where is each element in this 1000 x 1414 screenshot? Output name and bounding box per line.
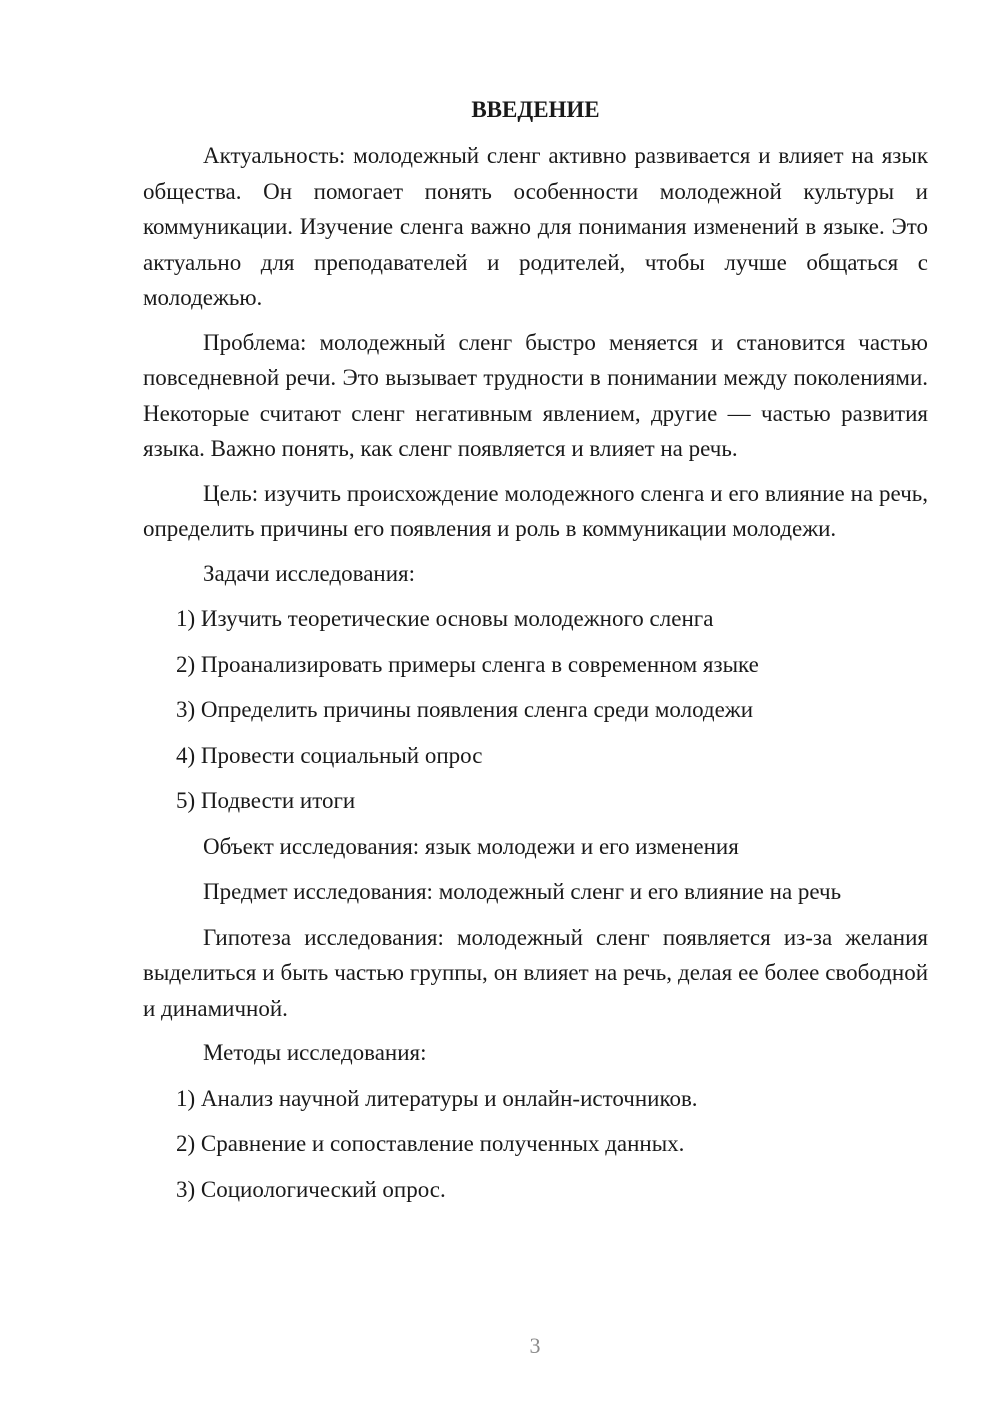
method-item: 1) Анализ научной литературы и онлайн-источников.: [176, 1085, 698, 1111]
goal-paragraph: Цель: изучить происхождение молодежного сленга и его влияние на речь, определить причины его появления и роль в коммуникации молодежи.: [143, 480, 928, 541]
method-item: 2) Сравнение и сопоставление полученных данных.: [176, 1131, 685, 1156]
task-item: 5) Подвести итоги: [176, 788, 356, 813]
method-item: 3) Социологический опрос.: [176, 1176, 446, 1202]
problem-paragraph: Проблема: молодежный сленг быстро меняется и становится частью повседневной речи. Это вызывает трудности в понимании между поколениями. Некоторые считают сленг негативным явлением, другие — частью развития языка. Важно понять, как сленг появляется и влияет на речь.: [143, 329, 928, 461]
hypothesis-paragraph: Гипотеза исследования: молодежный сленг появляется из-за желания выделиться и быть частью группы, он влияет на речь, делая ее более свободной и динамичной.: [143, 924, 928, 1021]
section-heading: ВВЕДЕНИЕ: [471, 97, 600, 122]
document-page: [143, 90, 928, 1217]
relevance-paragraph: Актуальность: молодежный сленг активно развивается и влияет на язык общества. Он помогает понять особенности молодежной культуры и коммуникации. Изучение сленга важно для понимания изменений в языке. Это актуально для преподавателей и родителей, чтобы лучше общаться с молодежью.: [143, 143, 928, 310]
tasks-title: Задачи исследования:: [203, 560, 416, 586]
methods-title: Методы исследования:: [203, 1040, 427, 1065]
task-item: 1) Изучить теоретические основы молодежного сленга: [176, 606, 714, 631]
task-item: 4) Провести социальный опрос: [176, 742, 483, 768]
task-item: 3) Определить причины появления сленга среди молодежи: [176, 697, 754, 722]
page-number: 3: [529, 1333, 541, 1358]
object-line: Объект исследования: язык молодежи и его изменения: [203, 833, 739, 859]
task-item: 2) Проанализировать примеры сленга в современном языке: [176, 651, 759, 677]
subject-line: Предмет исследования: молодежный сленг и его влияние на речь: [203, 879, 842, 904]
